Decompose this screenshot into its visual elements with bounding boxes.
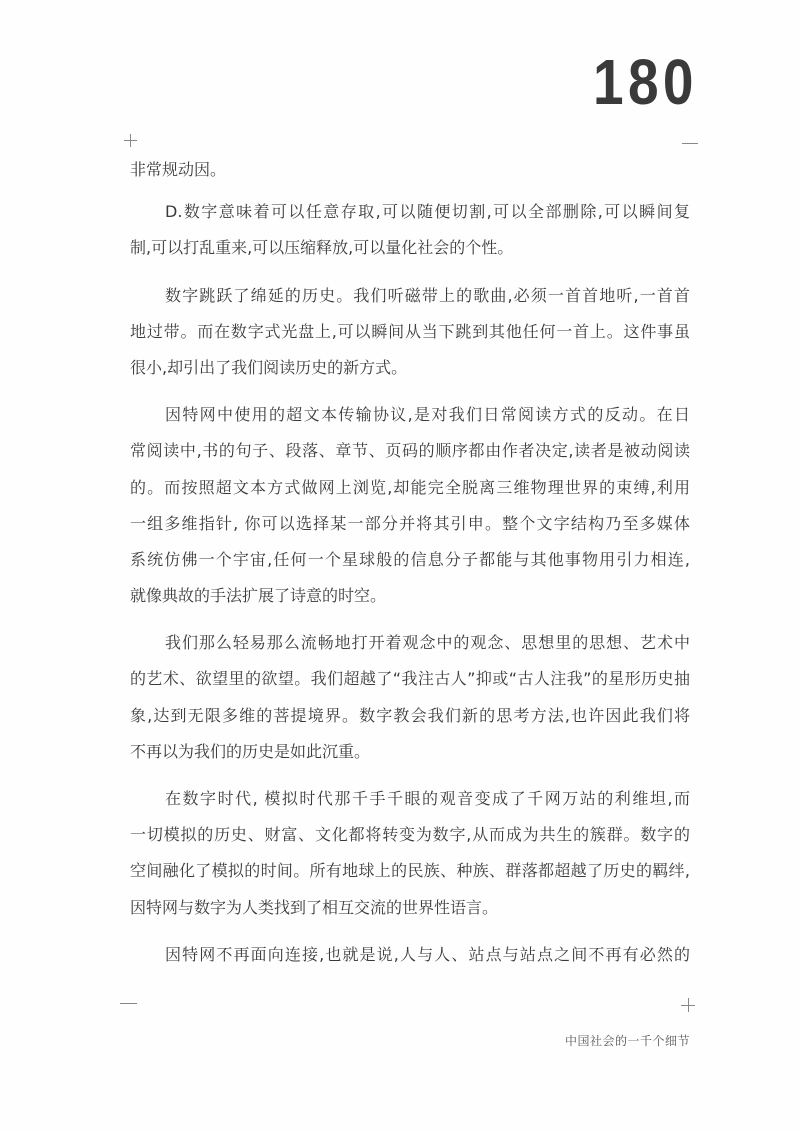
text-line: 非常规动因。	[130, 160, 227, 179]
text-line: 因特网不再面向连接,也就是说,人与人、站点与站点之间不再有必然的	[165, 944, 690, 964]
running-footer-book-title: 中国社会的一千个细节	[564, 1034, 690, 1048]
text-line: 地过带。而在数字式光盘上,可以瞬间从当下跳到其他任何一首上。这件事虽	[130, 321, 690, 341]
text-line: 在数字时代, 模拟时代那千手千眼的观音变成了千网万站的利维坦,而	[165, 789, 690, 808]
text-line: 因特网中使用的超文本传输协议,是对我们日常阅读方式的反动。在日	[165, 405, 690, 425]
text-line: 一切模拟的历史、财富、文化都将转变为数字,从而成为共生的簇群。数字的	[130, 825, 690, 845]
text-line: 空间融化了模拟的时间。所有地球上的民族、种族、群落都超越了历史的羁绊,	[130, 861, 690, 881]
text-line: 一组多维指针, 你可以选择某一部分并将其引申。整个文字结构乃至多媒体	[130, 513, 690, 533]
paragraph	[130, 194, 690, 266]
text-line: 的。而按照超文本方式做网上浏览,却能完全脱离三维物理世界的束缚,利用	[130, 477, 690, 497]
text-line: 常阅读中,书的句子、段落、章节、页码的顺序都由作者决定,读者是被动阅读	[130, 441, 690, 461]
paragraph	[130, 278, 690, 387]
paragraph	[130, 397, 690, 614]
paragraph	[130, 152, 690, 188]
text-line: 我们那么轻易那么流畅地打开着观念中的观念、思想里的思想、艺术中	[165, 633, 690, 653]
text-line: 就像典故的手法扩展了诗意的时空。	[130, 586, 387, 606]
text-line: 不再以为我们的历史是如此沉重。	[130, 741, 371, 761]
text-line: 象,达到无限多维的菩提境界。数字教会我们新的思考方法,也许因此我们将	[130, 705, 690, 725]
text-line: D.数字意味着可以任意存取,可以随便切割,可以全部删除,可以瞬间复	[165, 202, 690, 222]
text-line: 系统仿佛一个宇宙,任何一个星球般的信息分子都能与其他事物用引力相连,	[130, 549, 690, 569]
text-line: 因特网与数字为人类找到了相互交流的世界性语言。	[130, 897, 499, 917]
text-line: 的艺术、欲望里的欲望。我们超越了“我注古人”抑或“古人注我”的星形历史抽	[130, 669, 690, 689]
paragraph	[130, 625, 690, 770]
text-line: 制,可以打乱重来,可以压缩释放,可以量化社会的个性。	[130, 238, 514, 258]
page-number: 180	[593, 46, 698, 118]
text-line: 数字跳跃了绵延的历史。我们听磁带上的歌曲,必须一首首地听,一首首	[165, 285, 690, 305]
paragraph	[130, 781, 690, 926]
text-line: 很小,却引出了我们阅读历史的新方式。	[130, 357, 408, 377]
body-text	[130, 152, 690, 984]
paragraph	[130, 937, 690, 973]
